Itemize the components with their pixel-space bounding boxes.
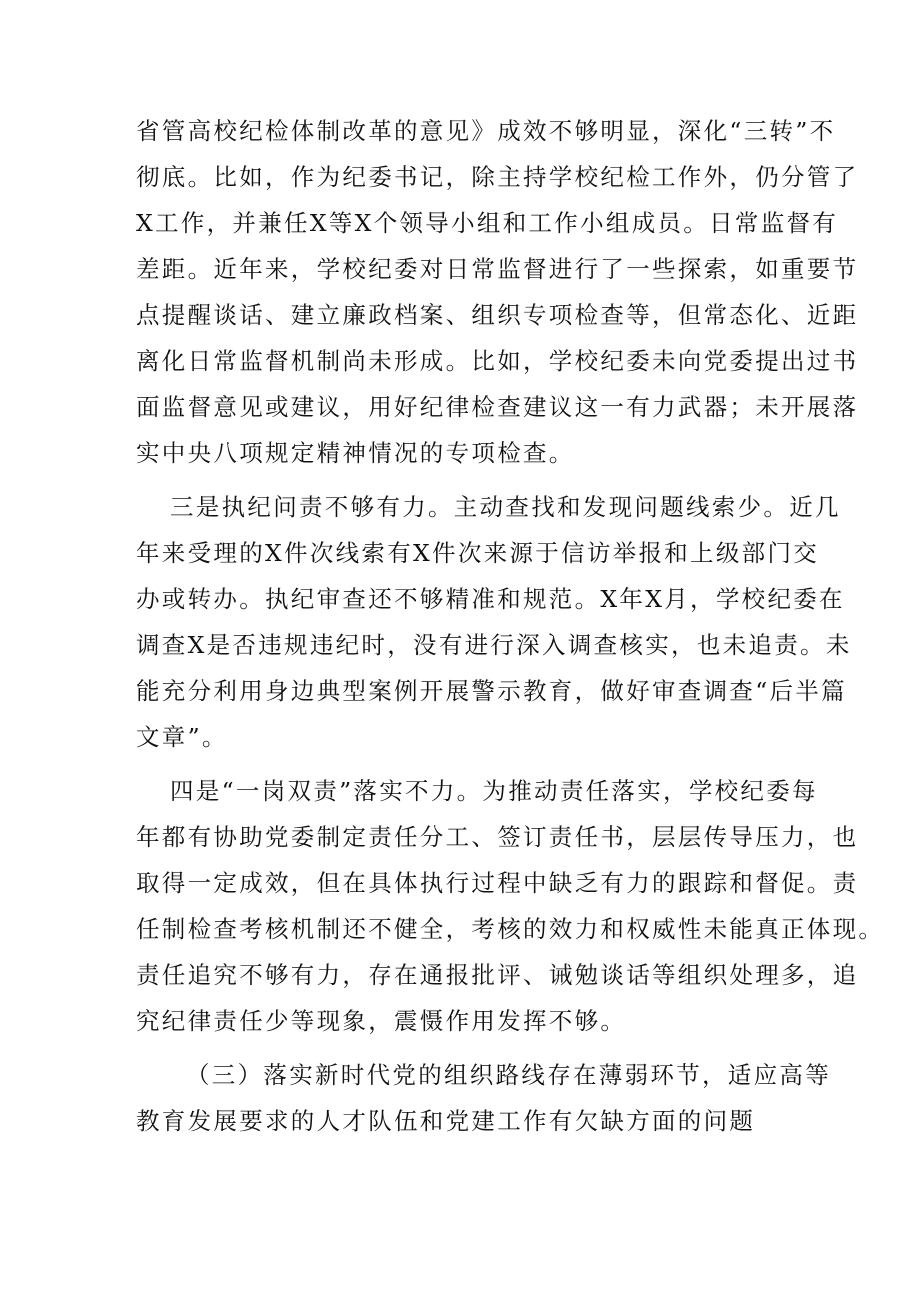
paragraph-gap — [136, 760, 786, 768]
paragraph-1 — [136, 108, 859, 476]
text-line: X工作，并兼任X等X个领导小组和工作小组成员。日常监督有 — [136, 209, 839, 237]
text-line: 差距。近年来，学校纪委对日常监督进行了一些探索，如重要节 — [136, 255, 859, 283]
text-line: 究纪律责任少等现象，震慑作用发挥不够。 — [136, 1007, 627, 1035]
section-heading-3 — [136, 1052, 831, 1144]
text-line: 彻底。比如，作为纪委书记，除主持学校纪检工作外，仍分管了 — [136, 163, 859, 191]
text-line: 省管高校纪检体制改革的意见》成效不够明显，深化“三转”不 — [136, 117, 836, 145]
text-line: 年都有协助党委制定责任分工、签订责任书，层层传导压力，也 — [136, 823, 859, 851]
text-line: 能充分利用身边典型案例开展警示教育，做好审查调查“后半篇 — [136, 677, 847, 705]
heading-line: （三）落实新时代党的组织路线存在薄弱环节，适应高等 — [186, 1061, 831, 1089]
text-line: 四是“一岗双责”落实不力。为推动责任落实，学校纪委每 — [170, 777, 818, 805]
text-line: 责任追究不够有力，存在通报批评、诫勉谈话等组织处理多，追 — [136, 961, 859, 989]
text-line: 点提醒谈话、建立廉政档案、组织专项检查等，但常态化、近距 — [136, 301, 859, 329]
paragraph-gap — [136, 476, 786, 484]
paragraph-3 — [136, 768, 885, 1044]
heading-line: 教育发展要求的人才队伍和党建工作有欠缺方面的问题 — [136, 1107, 756, 1135]
document-body — [136, 108, 885, 1144]
text-line: 实中央八项规定精神情况的专项检查。 — [136, 439, 575, 467]
text-line: 调查X是否违规违纪时，没有进行深入调查核实，也未追责。未 — [136, 631, 852, 659]
text-line: 离化日常监督机制尚未形成。比如，学校纪委未向党委提出过书 — [136, 347, 859, 375]
paragraph-2 — [136, 484, 852, 760]
text-line: 年来受理的X件次线索有X件次来源于信访举报和上级部门交 — [136, 539, 820, 567]
text-line: 面监督意见或建议，用好纪律检查建议这一有力武器；未开展落 — [136, 393, 859, 421]
text-line: 任制检查考核机制还不健全，考核的效力和权威性未能真正体现。 — [136, 915, 885, 943]
text-line: 三是执纪问责不够有力。主动查找和发现问题线索少。近几 — [170, 493, 841, 521]
text-line: 文章”。 — [136, 723, 228, 751]
paragraph-gap — [136, 1044, 786, 1052]
text-line: 办或转办。执纪审查还不够精准和规范。X年X月，学校纪委在 — [136, 585, 845, 613]
text-line: 取得一定成效，但在具体执行过程中缺乏有力的跟踪和督促。责 — [136, 869, 859, 897]
